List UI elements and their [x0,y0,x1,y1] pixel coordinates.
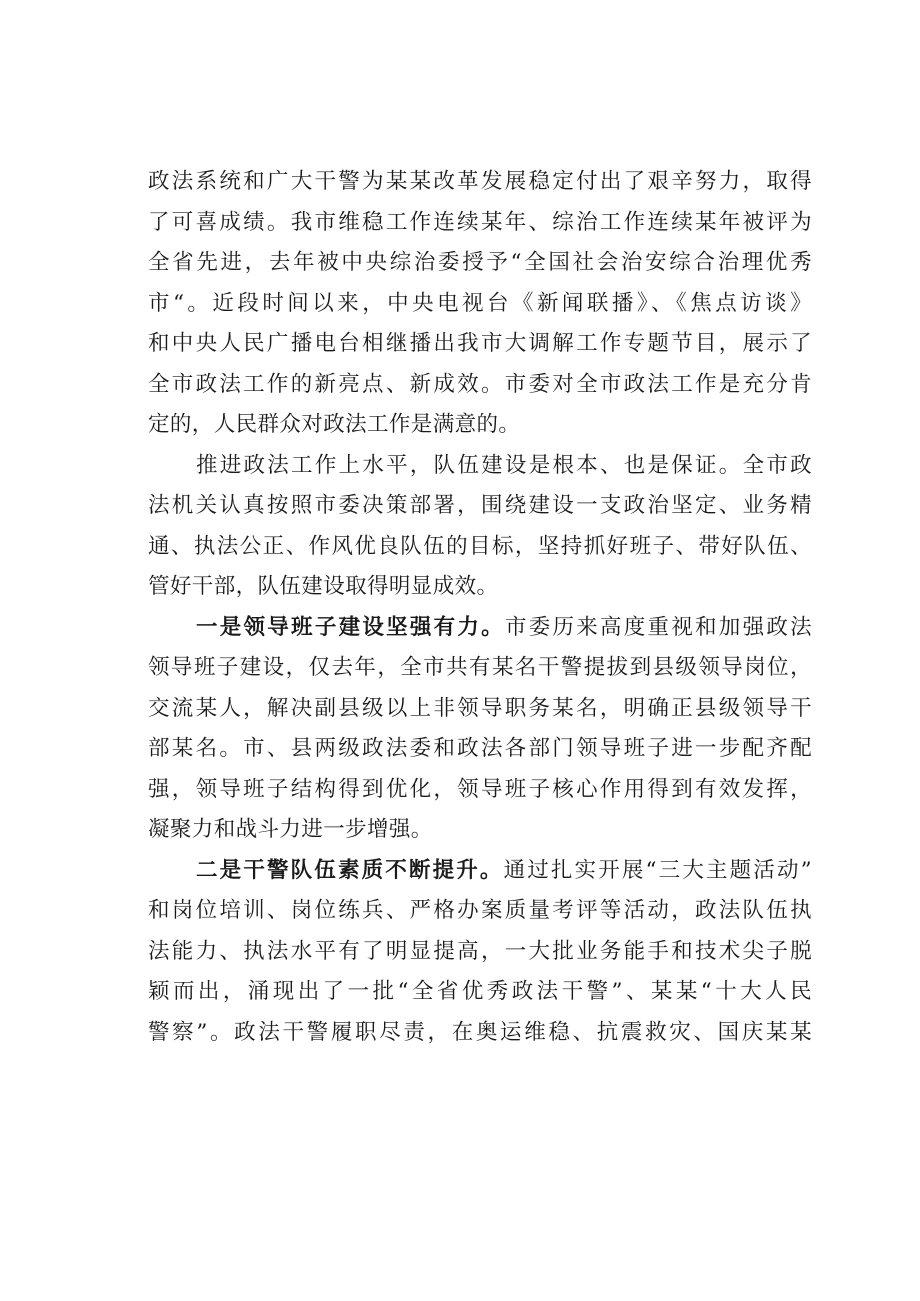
paragraph-2 [148,446,812,608]
paragraph-3 [148,608,812,851]
text-line: 法机关认真按照市委决策部署，围绕建设一支政治坚定、业务精 [148,493,812,518]
text-line: 管好干部，队伍建设取得明显成效。 [148,574,499,599]
text-line: 领导班子建设，仅去年，全市共有某名干警提拔到县级领导岗位， [148,655,812,680]
text-line: 通、执法公正、作风优良队伍的目标，坚持抓好班子、带好队伍、 [148,533,812,559]
text-line: 和岗位培训、岗位练兵、严格办案质量考评等活动，政法队伍执 [148,898,812,923]
text-run: 市委历来高度重视和加强政法 [504,614,812,640]
text-line: 交流某人，解决副县级以上非领导职务某名，明确正县级领导干 [148,695,812,721]
text-line: 定的，人民群众对政法工作是满意的。 [148,412,521,437]
text-line: 警察”。政法干警履职尽责，在奥运维稳、抗震救灾、国庆某某 [148,1019,812,1045]
text-line [148,608,812,649]
text-run: 通过扎实开展“三大主题活动” [503,857,812,883]
paragraph-1 [148,162,812,446]
text-line: 部某名。市、县两级政法委和政法各部门领导班子进一步配齐配 [148,736,812,761]
text-line: 了可喜成绩。我市维稳工作连续某年、综治工作连续某年被评为 [148,209,812,235]
text-line: 凝聚力和战斗力进一步增强。 [148,817,433,842]
section-heading: 一是领导班子建设坚强有力。 [196,614,505,640]
text-line: 颖而出，涌现出了一批“全省优秀政法干警”、某某“十大人民 [148,979,812,1004]
text-line: 法能力、执法水平有了明显提高，一大批业务能手和技术尖子脱 [148,938,812,964]
section-heading: 二是干警队伍素质不断提升。 [196,857,504,883]
text-line: 强，领导班子结构得到优化，领导班子核心作用得到有效发挥， [148,776,812,802]
text-line [148,851,812,892]
text-line: 政法系统和广大干警为某某改革发展稳定付出了艰辛努力，取得 [148,169,812,194]
text-line: 推进政法工作上水平，队伍建设是根本、也是保证。全市政 [196,452,812,478]
document-body [148,162,812,1053]
text-line: 和中央人民广播电台相继播出我市大调解工作专题节目，展示了 [148,331,812,356]
text-line: 市“。近段时间以来，中央电视台《新闻联播》、《焦点访谈》 [148,290,812,316]
paragraph-4 [148,851,812,1054]
text-line: 全省先进，去年被中央综治委授予“全国社会治安综合治理优秀 [148,250,812,275]
text-line: 全市政法工作的新亮点、新成效。市委对全市政法工作是充分肯 [148,371,812,397]
